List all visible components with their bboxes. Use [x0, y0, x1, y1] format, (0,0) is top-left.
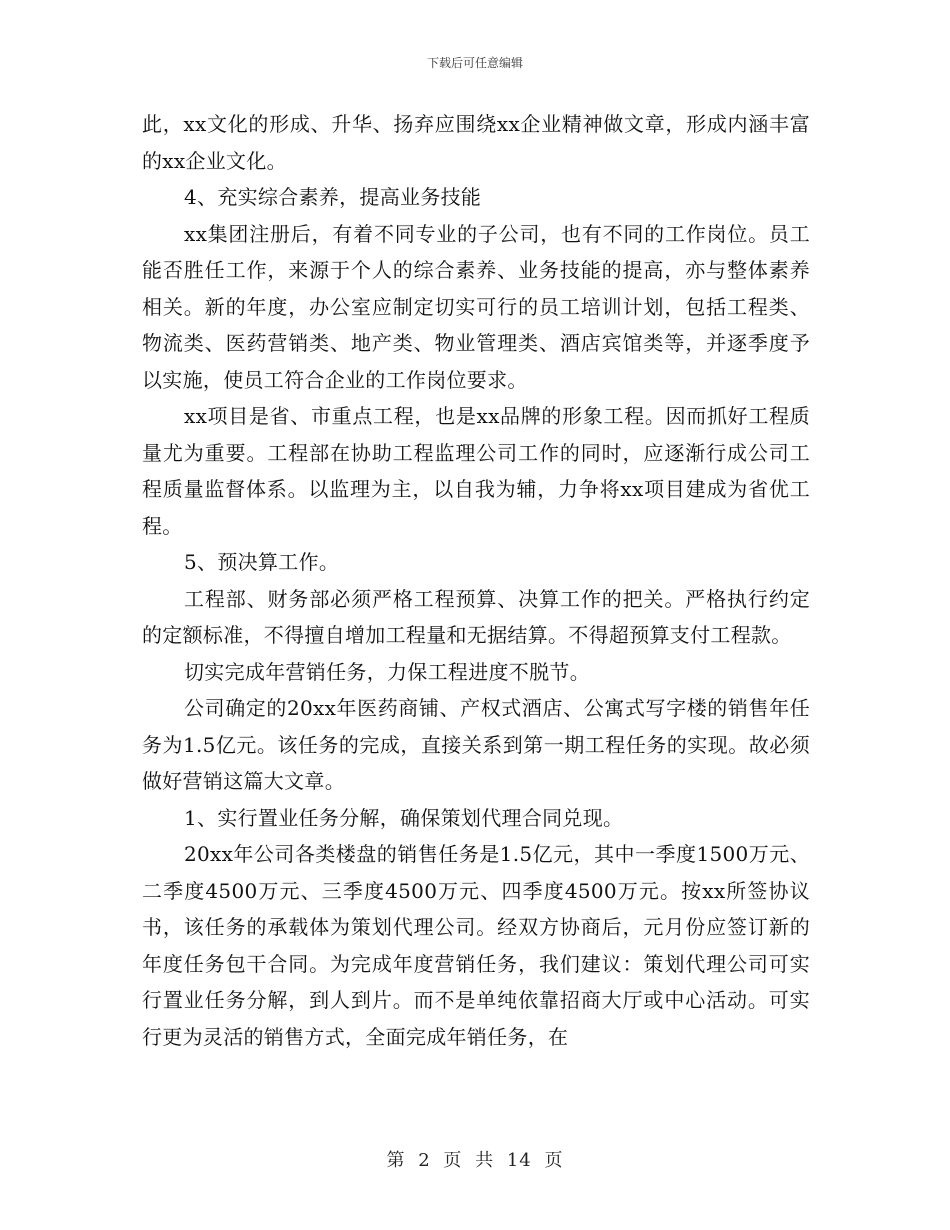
paragraph: xx集团注册后，有着不同专业的子公司，也有不同的工作岗位。员工能否胜任工作，来源于个人的综合素养、业务技能的提高，亦与整体素养相关。新的年度，办公室应制定切实可行的员工培训计划，包括工程类、物流类、医药营销类、地产类、物业管理类、酒店宾馆类等，并逐季度予以实施，使员工符合企业的工作岗位要求。: [142, 221, 810, 392]
document-body: [142, 106, 810, 1055]
paragraph: xx项目是省、市重点工程，也是xx品牌的形象工程。因而抓好工程质量尤为重要。工程部在协助工程监理公司工作的同时，应逐渐行成公司工程质量监督体系。以监理为主，以自我为辅，力争将xx项目建成为省优工程。: [142, 404, 810, 538]
paragraph: 公司确定的20xx年医药商铺、产权式酒店、公寓式写字楼的销售年任务为1.5亿元。该任务的完成，直接关系到第一期工程任务的实现。故必须做好营销这篇大文章。: [142, 696, 810, 793]
paragraph: 1、实行置业任务分解，确保策划代理合同兑现。: [184, 805, 624, 830]
paragraph: 工程部、财务部必须严格工程预算、决算工作的把关。严格执行约定的定额标准，不得擅自增加工程量和无据结算。不得超预算支付工程款。: [142, 586, 810, 647]
page-header-note: 下载后可任意编辑: [426, 56, 523, 70]
paragraph: 此，xx文化的形成、升华、扬弃应围绕xx企业精神做文章，形成内涵丰富的xx企业文化。: [142, 112, 810, 173]
paragraph: 20xx年公司各类楼盘的销售任务是1.5亿元，其中一季度1500万元、二季度4500万元、三季度4500万元、四季度4500万元。按xx所签协议书，该任务的承载体为策划代理公司。经双方协商后，元月份应签订新的年度任务包干合同。为完成年度营销任务，我们建议：策划代理公司可实行置业任务分解，到人到片。而不是单纯依靠招商大厅或中心活动。可实行更为灵活的销售方式，全面完成年销任务，在: [142, 842, 810, 1049]
paragraph: 5、预决算工作。: [184, 550, 340, 574]
paragraph: 切实完成年营销任务，力保工程进度不脱节。: [184, 659, 590, 684]
page-number-footer: 第 2 页 共 14 页: [386, 1150, 564, 1171]
paragraph: 4、充实综合素养，提高业务技能: [184, 185, 482, 209]
